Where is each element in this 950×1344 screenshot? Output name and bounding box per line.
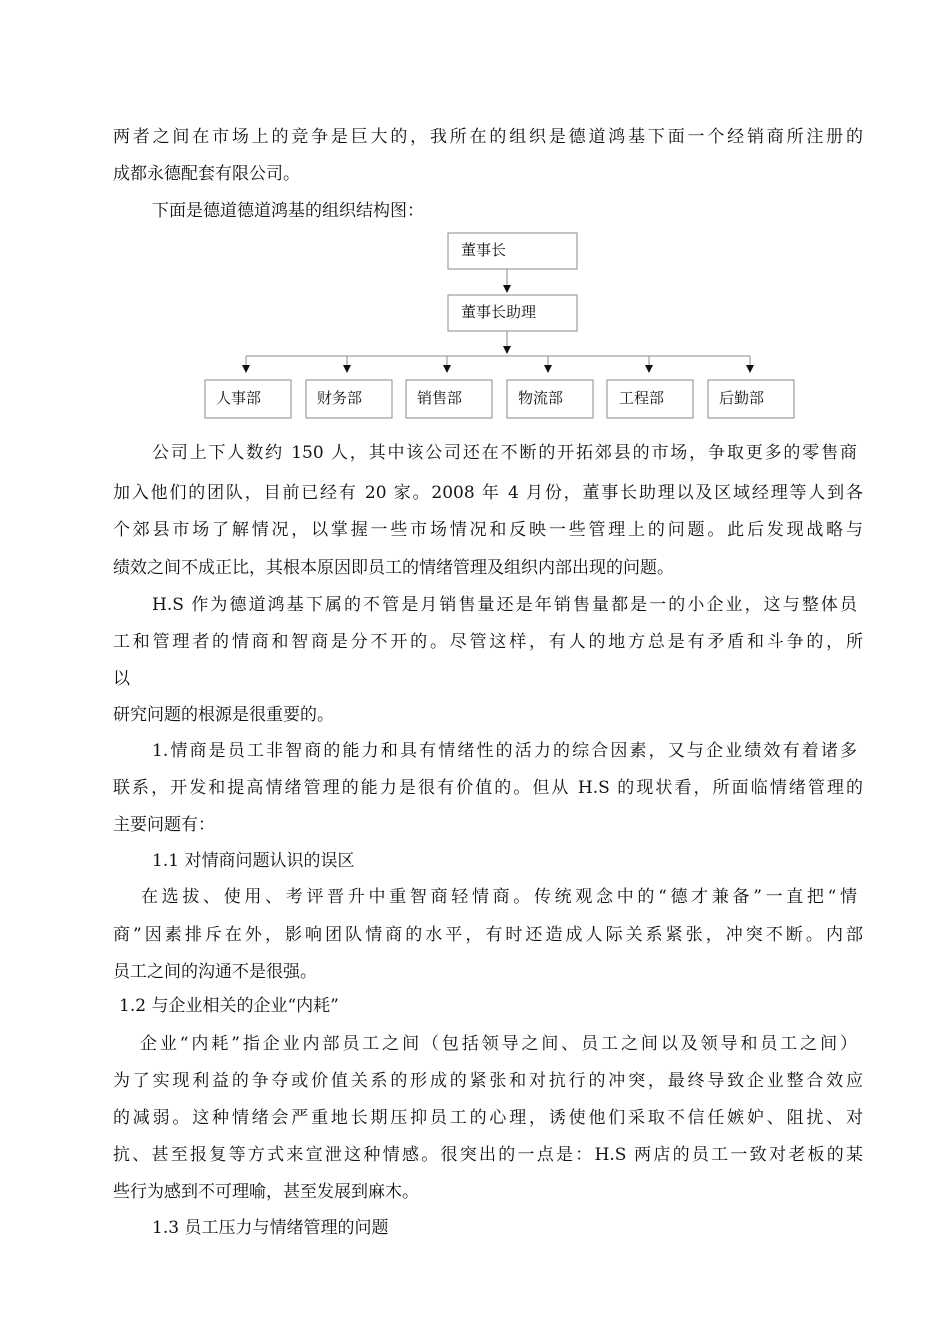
paragraph-line: 抗、甚至报复等方式来宣泄这种情感。很突出的一点是：H.S 两店的员工一致对老板的某 [113, 1145, 863, 1165]
paragraph-line: 成都永德配套有限公司。 [113, 164, 300, 184]
org-arrow-icon [503, 346, 511, 354]
org-arrow-icon [645, 365, 653, 373]
org-arrow-icon [503, 285, 511, 293]
paragraph-line: 企业“内耗”指企业内部员工之间（包括领导之间、员工之间以及领导和员工之间） [140, 1034, 857, 1054]
paragraph-line: 研究问题的根源是很重要的。 [113, 705, 334, 725]
paragraph-line: 1.情商是员工非智商的能力和具有情绪性的活力的综合因素，又与企业绩效有着诸多 [152, 741, 857, 761]
paragraph-line: 员工之间的沟通不是很强。 [113, 962, 317, 982]
paragraph-line: 商”因素排斥在外，影响团队情商的水平，有时还造成人际关系紧张，冲突不断。内部 [113, 925, 863, 945]
paragraph-line: 为了实现利益的争夺或价值关系的形成的紧张和对抗行的冲突，最终导致企业整合效应 [113, 1071, 863, 1091]
paragraph-line: 的减弱。这种情绪会严重地长期压抑员工的心理，诱使他们采取不信任嫉妒、阻扰、对 [113, 1108, 863, 1128]
section-heading: 1.1 对情商问题认识的误区 [152, 851, 355, 871]
org-label-assistant: 董事长助理 [461, 303, 537, 321]
org-label-dept: 人事部 [216, 389, 262, 407]
org-label-dept: 销售部 [417, 389, 463, 407]
org-arrow-icon [343, 365, 351, 373]
paragraph-line: 主要问题有： [113, 815, 215, 835]
paragraph-line: 加入他们的团队，目前已经有 20 家。2008 年 4 月份，董事长助理以及区域经理等人到各 [113, 483, 863, 503]
paragraph-line: 公司上下人数约 150 人，其中该公司还在不断的开拓郊县的市场，争取更多的零售商 [152, 443, 857, 463]
org-arrow-icon [443, 365, 451, 373]
section-heading: 1.2 与企业相关的企业“内耗” [119, 996, 339, 1016]
paragraph-line: 在选拔、使用、考评晋升中重智商轻情商。传统观念中的“德才兼备”一直把“情 [141, 887, 857, 907]
org-arrow-icon [544, 365, 552, 373]
section-heading: 1.3 员工压力与情绪管理的问题 [152, 1218, 389, 1238]
paragraph-line: 联系，开发和提高情绪管理的能力是很有价值的。但从 H.S 的现状看，所面临情绪管理的 [113, 778, 863, 798]
paragraph-line: H.S 作为德道鸿基下属的不管是月销售量还是年销售量都是一的小企业，这与整体员 [152, 595, 857, 615]
paragraph-line: 以 [113, 669, 130, 689]
paragraph-line: 下面是德道德道鸿基的组织结构图： [152, 201, 424, 221]
org-label-dept: 财务部 [317, 389, 363, 407]
org-label-dept: 物流部 [518, 389, 564, 407]
paragraph-line: 两者之间在市场上的竞争是巨大的，我所在的组织是德道鸿基下面一个经销商所注册的 [113, 127, 863, 147]
org-arrow-icon [746, 365, 754, 373]
org-arrow-icon [242, 365, 250, 373]
paragraph-line: 绩效之间不成正比，其根本原因即员工的情绪管理及组织内部出现的问题。 [113, 558, 674, 578]
paragraph-line: 些行为感到不可理喻，甚至发展到麻木。 [113, 1182, 419, 1202]
paragraph-line: 工和管理者的情商和智商是分不开的。尽管这样，有人的地方总是有矛盾和斗争的，所 [113, 632, 863, 652]
org-chart [0, 0, 950, 430]
org-label-dept: 后勤部 [719, 389, 765, 407]
org-label-chairman: 董事长 [461, 241, 507, 259]
paragraph-line: 个郊县市场了解情况，以掌握一些市场情况和反映一些管理上的问题。此后发现战略与 [113, 520, 863, 540]
org-label-dept: 工程部 [619, 389, 665, 407]
